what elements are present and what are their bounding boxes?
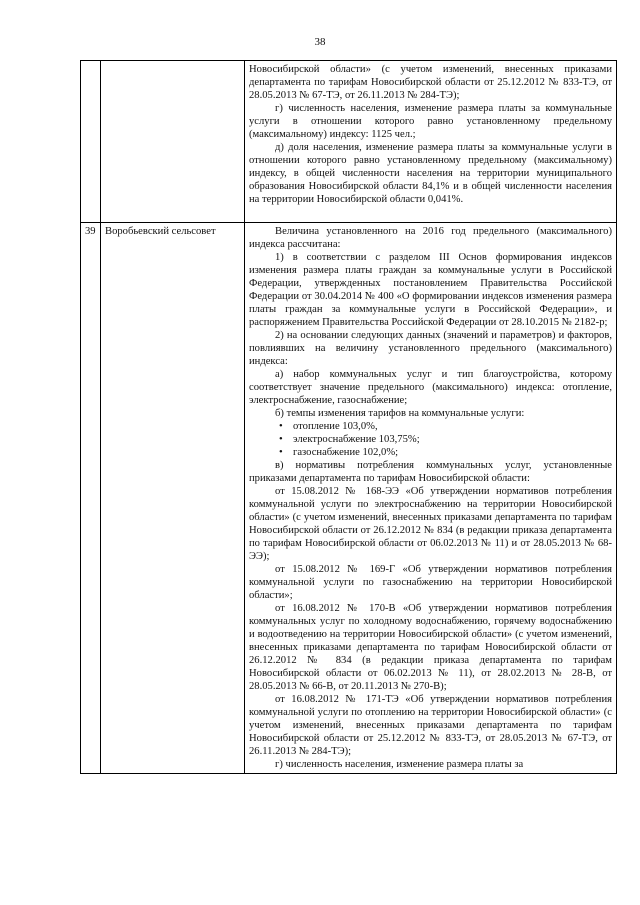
row-number-cell: 39 [81, 223, 101, 774]
paragraph: от 16.08.2012 № 170-В «Об утверждении нормативов потребления коммунальных услуг по холодному водоснабжению, горячему водоснабжению и водоотведению на территории Новосибирской области» (с учетом изменений, внесенных приказами департамента по тарифам Новосибирской области от 26.12.2012 № 834 (в редакции приказа департамента по тарифам Новосибирской области от 06.02.2013 № 11), от 28.02.2013 № 28-В, от 28.05.2013 № 66-В, от 20.11.2013 № 270-В); [249, 603, 612, 692]
table-row [81, 223, 617, 774]
paragraph: г) численность населения, изменение размера платы за коммунальные услуги в отношении которого равно установленному предельному (максимальному) индексу: 1125 чел.; [249, 103, 612, 140]
description-cell [245, 61, 617, 223]
paragraph: в) нормативы потребления коммунальных услуг, установленные приказами департамента по тарифам Новосибирской области: [249, 460, 612, 484]
municipality-name-cell [101, 61, 245, 223]
paragraph: а) набор коммунальных услуг и тип благоустройства, которому соответствует значение предельного (максимального) индекса: отопление, электроснабжение, газоснабжение; [249, 369, 612, 406]
list-item: • электроснабжение 103,75%; [275, 433, 612, 446]
paragraph: Новосибирской области» (с учетом изменений, внесенных приказами департамента по тарифам Новосибирской области от 25.12.2012 № 833-ТЭ, от 28.05.2013 № 67-ТЭ, от 26.11.2013 № 284-ТЭ); [249, 64, 612, 101]
description-cell [245, 223, 617, 774]
paragraph: от 15.08.2012 № 168-ЭЭ «Об утверждении нормативов потребления коммунальной услуги по электроснабжению на территории Новосибирской области» (с учетом изменений, внесенных приказами департамента по тарифам Новосибирской области от 26.12.2012 № 834 (в редакции приказа департамента по тарифам Новосибирской области от 06.02.2013 № 11) и от 28.05.2013 № 68-ЭЭ); [249, 486, 612, 562]
municipality-name-cell: Воробьевский сельсовет [101, 223, 245, 774]
paragraph: 1) в соответствии с разделом III Основ формирования индексов изменения размера платы граждан за коммунальные услуги в Российской Федерации, утвержденных постановлением Правительства Российской Федерации от 30.04.2014 № 400 «О формировании индексов изменения размера платы граждан за коммунальные услуги в Российской Федерации», и распоряжением Правительства Российской Федерации от 28.10.2015 № 2182-р; [249, 252, 612, 328]
tariff-list [249, 420, 612, 459]
document-table [80, 60, 617, 774]
paragraph: б) темпы изменения тарифов на коммунальные услуги: [275, 408, 525, 419]
paragraph: д) доля населения, изменение размера платы за коммунальные услуги в отношении которого равно установленному предельному (максимальному) индексу, в общей численности населения на территории муниципального образования Новосибирской области 84,1% и в общей численности населения на территории Новосибирской области 0,041%. [249, 142, 612, 205]
list-item: • газоснабжение 102,0%; [275, 446, 612, 459]
page-number: 38 [314, 36, 326, 48]
list-item: • отопление 103,0%, [275, 420, 612, 433]
paragraph: г) численность населения, изменение размера платы за [275, 759, 524, 770]
row-number-cell [81, 61, 101, 223]
paragraph: 2) на основании следующих данных (значений и параметров) и факторов, повлиявших на величину установленного предельного (максимального) индекса: [249, 330, 612, 367]
paragraph: Величина установленного на 2016 год предельного (максимального) индекса рассчитана: [249, 226, 612, 250]
paragraph: от 16.08.2012 № 171-ТЭ «Об утверждении нормативов потребления коммунальной услуги по отоплению на территории Новосибирской области» (с учетом изменений, внесенных приказами департамента по тарифам Новосибирской области от 25.12.2012 № 833-ТЭ, от 28.05.2013 № 67-ТЭ, от 26.11.2013 № 284-ТЭ); [249, 694, 612, 757]
table-row [81, 61, 617, 223]
paragraph: от 15.08.2012 № 169-Г «Об утверждении нормативов потребления коммунальной услуги по газоснабжению на территории Новосибирской области»; [249, 564, 612, 601]
